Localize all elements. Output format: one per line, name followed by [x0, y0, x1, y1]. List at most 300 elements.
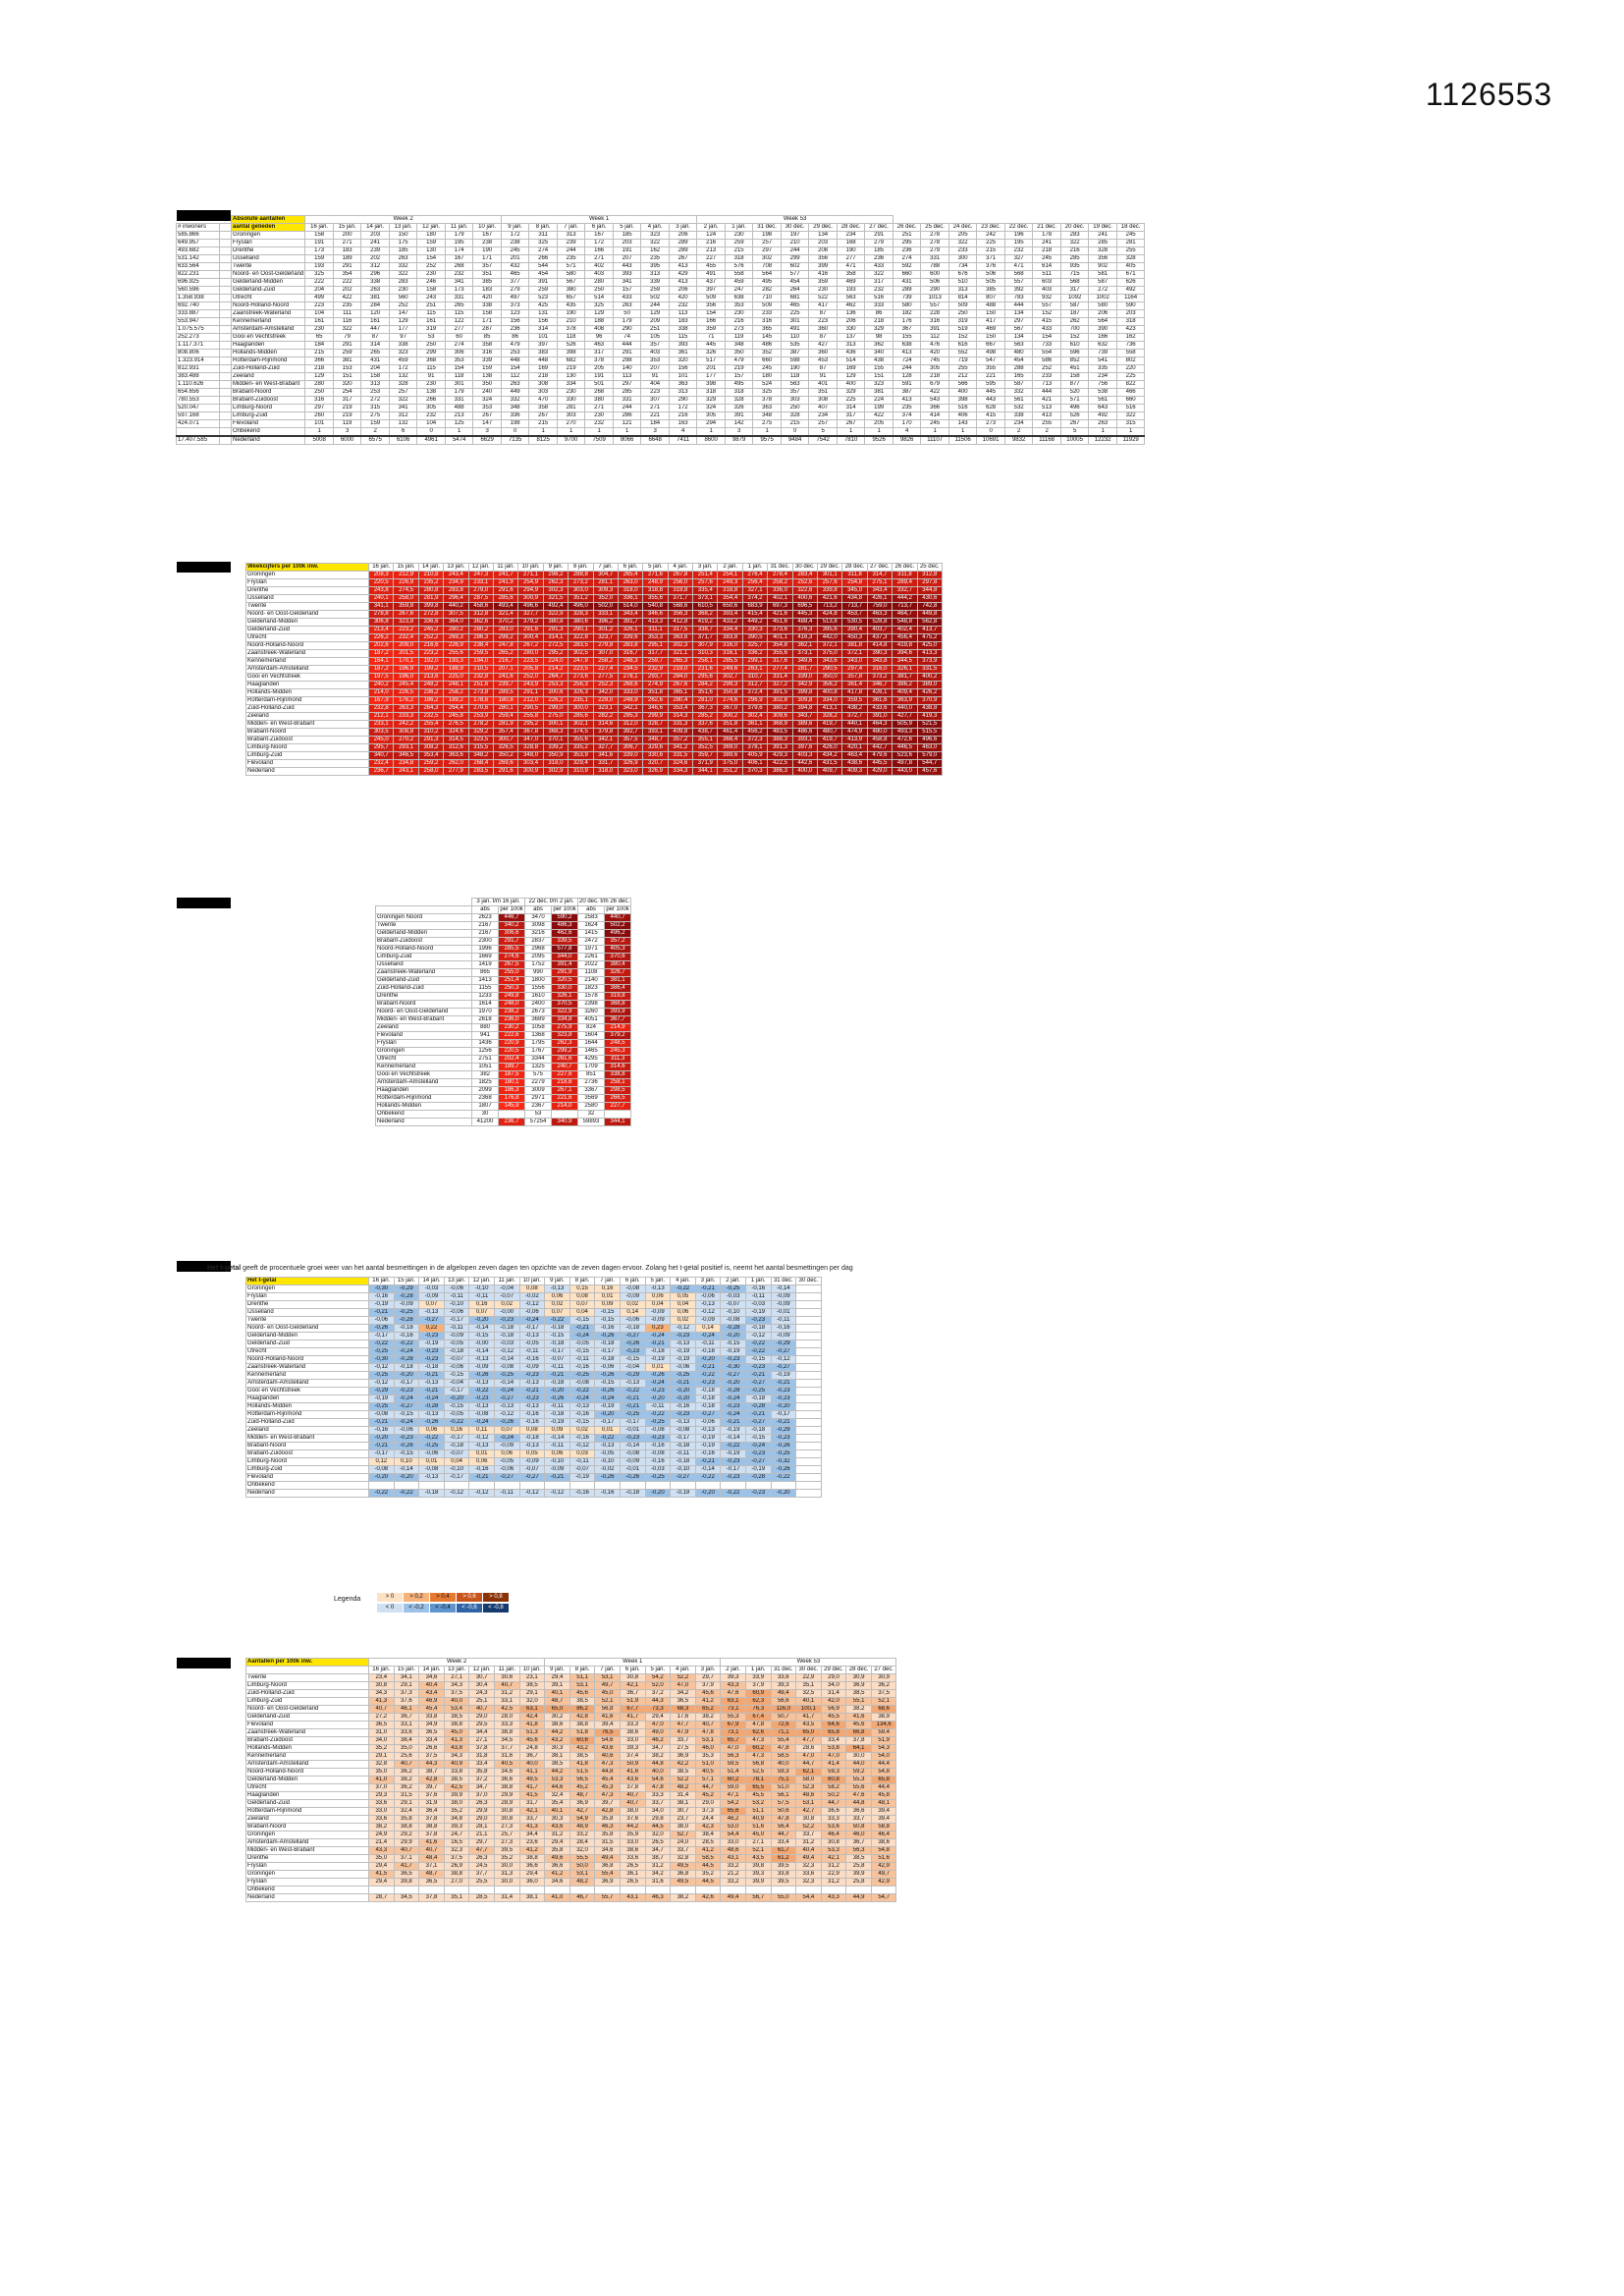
table-row: [246, 1317, 822, 1325]
value-cell: 252: [417, 263, 446, 271]
value-cell: 68,6: [871, 1706, 896, 1714]
value-cell: -0,09: [645, 1309, 671, 1317]
table-row: [376, 1103, 631, 1111]
value-cell: 462: [837, 302, 865, 310]
value-cell: 35,8: [469, 1769, 495, 1777]
value-cell: 567: [1004, 326, 1033, 334]
value-cell: 2398: [578, 1001, 605, 1009]
value-cell: 330,3: [742, 627, 767, 634]
value-cell: 42,9: [871, 1863, 896, 1871]
blank-cell: [220, 373, 232, 381]
value-cell: 42,1: [821, 1855, 846, 1863]
value-cell: 325,7: [742, 642, 767, 650]
value-cell: 172: [389, 365, 417, 373]
value-cell: 263,0: [618, 579, 642, 587]
value-cell: 281,9: [493, 721, 517, 729]
value-cell: 372,4: [742, 689, 767, 697]
value-cell: 236,2: [418, 689, 443, 697]
value-cell: 336,2: [742, 650, 767, 658]
value-cell: 193: [305, 263, 334, 271]
value-cell: -0,19: [569, 1474, 595, 1482]
value-cell: 36,5: [419, 1879, 445, 1886]
date-header: 12 jan.: [417, 224, 446, 232]
value-cell: 413: [669, 279, 697, 287]
value-cell: 111: [333, 310, 361, 318]
value-cell: 342,1: [593, 737, 618, 744]
value-cell: 38,7: [419, 1769, 445, 1777]
table-row: [177, 263, 1145, 271]
value-cell: 56,9: [821, 1706, 846, 1714]
region-name: Onbekend: [232, 428, 305, 437]
value-cell: -0,18: [545, 1340, 570, 1348]
value-cell: 223,2: [394, 627, 418, 634]
value-cell: 221: [641, 412, 670, 420]
value-cell: 568,6: [668, 603, 692, 611]
value-cell: -0,12: [545, 1490, 570, 1498]
value-cell: -0,21: [469, 1474, 495, 1482]
value-cell: 362,1: [792, 642, 817, 650]
value-cell: 87: [809, 310, 838, 318]
value-cell: 2: [1004, 428, 1033, 437]
value-cell: 203: [1116, 310, 1145, 318]
value-cell: 223,5: [568, 666, 593, 674]
value-cell: 33,7: [671, 1847, 696, 1855]
value-cell: 22,9: [796, 1674, 822, 1682]
date-header: 13 jan.: [444, 1278, 469, 1285]
legend-row-positive: [377, 1593, 510, 1602]
value-cell: -0,04: [444, 1380, 469, 1388]
value-cell: 279: [921, 247, 949, 255]
value-cell: 1800: [525, 977, 552, 985]
value-cell: 236,7: [369, 768, 394, 776]
value-cell: 17,6: [671, 1714, 696, 1722]
value-cell: 50,0: [569, 1863, 595, 1871]
value-cell: 1604: [578, 1032, 605, 1040]
value-cell: 363,6: [668, 634, 692, 642]
date-header: 5 jan.: [645, 1667, 671, 1674]
value-cell: [519, 1482, 545, 1490]
value-cell: 73,1: [721, 1706, 746, 1714]
value-cell: 0: [501, 428, 529, 437]
value-cell: 241: [1033, 240, 1061, 247]
value-cell: 403: [585, 271, 614, 279]
value-cell: 41,8: [569, 1761, 595, 1769]
value-cell: 279: [865, 240, 893, 247]
value-cell: 34,2: [645, 1871, 671, 1879]
region-name: Noord- en Oost-Gelderland: [376, 1009, 472, 1016]
value-cell: 203: [361, 232, 390, 240]
value-cell: 505,9: [893, 721, 917, 729]
value-cell: 38,5: [569, 1753, 595, 1761]
value-cell: -0,23: [721, 1356, 746, 1364]
value-cell: 338: [669, 326, 697, 334]
value-cell: -0,11: [671, 1450, 696, 1458]
region-name: Twente: [246, 1674, 369, 1682]
region-name: Brabant-Zuidoost: [232, 397, 305, 405]
value-cell: 87: [361, 334, 390, 342]
value-cell: 306,8: [369, 619, 394, 627]
value-cell: 300,7: [493, 737, 517, 744]
value-cell: 75,1: [771, 1777, 796, 1784]
value-cell: 185: [613, 232, 641, 240]
value-cell: 30,8: [796, 1816, 822, 1824]
value-cell: 0,03: [569, 1450, 595, 1458]
value-cell: 36,5: [394, 1871, 419, 1879]
value-cell: 28,7: [369, 1894, 395, 1902]
legend-swatch: > 0,6: [457, 1593, 482, 1602]
value-cell: 29,8: [645, 1816, 671, 1824]
value-cell: 397: [529, 342, 558, 350]
value-cell: 312,7: [742, 682, 767, 689]
value-cell: 33,1: [494, 1698, 519, 1706]
value-cell: 67,4: [745, 1714, 771, 1722]
value-cell: 713,2: [818, 603, 842, 611]
value-cell: 391: [529, 279, 558, 287]
value-cell: 251: [417, 302, 446, 310]
value-cell: 37,0: [469, 1792, 495, 1800]
value-cell: -0,17: [444, 1317, 469, 1325]
value-cell: 492: [1116, 287, 1145, 295]
value-cell: 303: [781, 397, 809, 405]
value-cell: [771, 1482, 796, 1490]
value-cell: 234: [1089, 373, 1117, 381]
value-cell: 37,9: [745, 1682, 771, 1690]
value-cell: 30,8: [494, 1808, 519, 1816]
value-cell: 479,6: [867, 752, 892, 760]
value-cell: 359,7: [693, 752, 718, 760]
value-cell: 393: [669, 342, 697, 350]
value-cell: 299,2: [552, 1048, 578, 1056]
value-cell: [369, 1886, 395, 1894]
value-cell: 333,0: [618, 689, 642, 697]
value-cell: 696,5: [792, 603, 817, 611]
value-cell: -0,05: [595, 1450, 621, 1458]
table-row: [246, 737, 943, 744]
value-cell: 219: [333, 412, 361, 420]
value-cell: 587: [1089, 279, 1117, 287]
value-cell: 371,7: [693, 634, 718, 642]
value-cell: 0,22: [419, 1325, 445, 1333]
value-cell: 6106: [389, 436, 417, 445]
value-cell: 233: [948, 247, 977, 255]
value-cell: 1752: [525, 961, 552, 969]
value-cell: 44,7: [796, 1761, 822, 1769]
value-cell: 33,1: [394, 1722, 419, 1729]
value-cell: -0,29: [771, 1427, 796, 1435]
value-cell: -0,10: [444, 1301, 469, 1309]
value-cell: -0,18: [444, 1443, 469, 1450]
redaction-bar: [177, 562, 231, 573]
value-cell: 33,6: [771, 1674, 796, 1682]
value-cell: 445: [697, 342, 726, 350]
legend-swatch: < -0,2: [404, 1604, 429, 1613]
value-cell: 162: [1116, 334, 1145, 342]
value-cell: [745, 1482, 771, 1490]
value-cell: -0,17: [721, 1466, 746, 1474]
value-cell: 299,9: [643, 713, 668, 721]
value-cell: 63,1: [721, 1698, 746, 1706]
value-cell: 332,7: [893, 587, 917, 595]
value-cell: 341,2: [668, 744, 692, 752]
value-cell: -0,23: [519, 1395, 545, 1403]
value-cell: 258,2: [593, 658, 618, 666]
value-cell: 167: [585, 232, 614, 240]
date-header: 26 dec.: [893, 224, 921, 232]
value-cell: 334: [557, 381, 585, 389]
value-cell: 44,0: [846, 1761, 872, 1769]
value-cell: 29,5: [469, 1722, 495, 1729]
value-cell: 161: [417, 318, 446, 326]
value-cell: 433: [613, 295, 641, 302]
table-row: [376, 946, 631, 954]
value-cell: -0,27: [494, 1474, 519, 1482]
value-cell: 49,4: [771, 1690, 796, 1698]
value-cell: 41,3: [369, 1698, 395, 1706]
value-cell: -0,20: [394, 1474, 419, 1482]
value-cell: 363,9: [893, 697, 917, 705]
value-cell: 719: [948, 357, 977, 365]
value-cell: 290,1: [568, 627, 593, 634]
value-cell: 60,6: [569, 1737, 595, 1745]
value-cell: 0,05: [519, 1450, 545, 1458]
value-cell: -0,16: [519, 1356, 545, 1364]
value-cell: 63,1: [519, 1706, 545, 1714]
value-cell: 52,5: [745, 1769, 771, 1777]
value-cell: 213: [445, 412, 473, 420]
value-cell: 29,7: [469, 1839, 495, 1847]
value-cell: 402: [585, 263, 614, 271]
table-row: [246, 1427, 822, 1435]
value-cell: 36,5: [671, 1698, 696, 1706]
value-cell: 267,1: [552, 1087, 578, 1095]
value-cell: 53,0: [721, 1824, 746, 1831]
value-cell: 179: [613, 318, 641, 326]
date-header: 30 dec.: [796, 1667, 822, 1674]
date-header: 15 jan.: [394, 1278, 419, 1285]
value-cell: 480: [1004, 350, 1033, 357]
value-cell: 453,7: [842, 611, 867, 619]
value-cell: [796, 1466, 822, 1474]
value-cell: [796, 1474, 822, 1482]
value-cell: 234,5: [618, 666, 642, 674]
value-cell: -0,13: [469, 1443, 495, 1450]
value-cell: 352: [753, 350, 782, 357]
date-header: 13 jan.: [444, 564, 468, 572]
value-cell: 280,8: [418, 587, 443, 595]
value-cell: 30,8: [494, 1816, 519, 1824]
region-name: Flevoland: [376, 1032, 472, 1040]
value-cell: -0,28: [745, 1474, 771, 1482]
value-cell: 341: [445, 279, 473, 287]
value-cell: 0,02: [569, 1427, 595, 1435]
value-cell: 159: [305, 255, 334, 263]
value-cell: 308,8: [394, 729, 418, 737]
value-cell: 91: [417, 373, 446, 381]
value-cell: 563: [1004, 342, 1033, 350]
value-cell: 246: [417, 279, 446, 287]
value-cell: -0,18: [645, 1348, 671, 1356]
value-cell: 0,01: [595, 1293, 621, 1301]
value-cell: 1: [865, 428, 893, 437]
blank-cell: [220, 342, 232, 350]
value-cell: 283,8: [444, 587, 468, 595]
value-cell: 232: [669, 302, 697, 310]
value-cell: -0,13: [519, 1333, 545, 1340]
value-cell: 318: [697, 389, 726, 397]
blank-cell: [220, 436, 232, 445]
value-cell: 53,1: [569, 1871, 595, 1879]
value-cell: -0,26: [469, 1372, 495, 1380]
value-cell: 33,3: [494, 1722, 519, 1729]
value-cell: 112: [921, 334, 949, 342]
date-header: 30 dec.: [792, 564, 817, 572]
value-cell: 1996: [472, 946, 499, 954]
value-cell: 56,6: [771, 1698, 796, 1706]
value-cell: 53,6: [821, 1824, 846, 1831]
value-cell: 7509: [585, 436, 614, 445]
value-cell: 41,6: [595, 1714, 621, 1722]
table-row: [246, 1435, 822, 1443]
date-header: 26 dec.: [893, 564, 917, 572]
value-cell: 322: [1116, 412, 1145, 420]
value-cell: 41,7: [394, 1863, 419, 1871]
value-cell: 4: [893, 428, 921, 437]
value-cell: 516: [1116, 405, 1145, 412]
value-cell: 424,8: [818, 611, 842, 619]
value-cell: 509: [697, 295, 726, 302]
value-cell: -0,21: [771, 1419, 796, 1427]
value-cell: 427,7: [893, 713, 917, 721]
value-cell: 422: [921, 389, 949, 397]
value-cell: 58,5: [695, 1855, 721, 1863]
value-cell: -0,23: [721, 1403, 746, 1411]
value-cell: 496,2: [605, 930, 631, 938]
value-cell: 0,23: [645, 1325, 671, 1333]
value-cell: 118: [557, 334, 585, 342]
value-cell: 203: [809, 240, 838, 247]
value-cell: 322: [641, 240, 670, 247]
value-cell: -0,13: [419, 1411, 445, 1419]
value-cell: 496,6: [518, 603, 543, 611]
value-cell: 415,4: [742, 611, 767, 619]
value-cell: 45,2: [695, 1792, 721, 1800]
value-cell: -0,24: [721, 1411, 746, 1419]
value-cell: 427: [809, 342, 838, 350]
value-cell: 350: [473, 381, 502, 389]
value-cell: 544,7: [917, 760, 942, 768]
value-cell: -0,11: [771, 1317, 796, 1325]
region-name: Brabant-Zuidoost: [246, 1450, 369, 1458]
region-name: Brabant-Noord: [376, 1001, 472, 1009]
value-cell: -0,03: [645, 1466, 671, 1474]
value-cell: [645, 1482, 671, 1490]
value-cell: 316: [473, 350, 502, 357]
value-cell: 387: [781, 350, 809, 357]
value-cell: 290: [669, 397, 697, 405]
value-cell: 437,3: [867, 634, 892, 642]
value-cell: 312,8: [468, 611, 493, 619]
value-cell: 523: [529, 295, 558, 302]
value-cell: 42,6: [695, 1894, 721, 1902]
value-cell: 446,5: [893, 744, 917, 752]
value-cell: -0,15: [545, 1333, 570, 1340]
value-cell: -0,18: [444, 1348, 469, 1356]
value-cell: -0,25: [620, 1411, 645, 1419]
value-cell: 352,0: [593, 595, 618, 603]
value-cell: 59,0: [721, 1784, 746, 1792]
value-cell: 524: [753, 381, 782, 389]
value-cell: 52,3: [796, 1784, 822, 1792]
value-cell: 41,2: [545, 1871, 570, 1879]
value-cell: -0,27: [671, 1474, 696, 1482]
value-cell: 510: [948, 279, 977, 287]
value-cell: [595, 1482, 621, 1490]
value-cell: -0,27: [721, 1372, 746, 1380]
value-cell: -0,23: [645, 1435, 671, 1443]
value-cell: 236,7: [499, 1119, 525, 1126]
value-cell: -0,24: [595, 1395, 621, 1403]
value-cell: 328: [1089, 247, 1117, 255]
value-cell: 0,06: [419, 1427, 445, 1435]
value-cell: -0,15: [721, 1340, 746, 1348]
date-header: 6 jan.: [618, 564, 642, 572]
value-cell: -0,21: [369, 1309, 395, 1317]
value-cell: [796, 1419, 822, 1427]
value-cell: 538: [1089, 389, 1117, 397]
value-cell: -0,28: [394, 1317, 419, 1325]
population-cell: 1.117.371: [177, 342, 220, 350]
value-cell: 34,7: [645, 1745, 671, 1753]
value-cell: 316,0: [867, 666, 892, 674]
value-cell: 31,7: [519, 1800, 545, 1808]
value-cell: 294,9: [518, 587, 543, 595]
table-row: [246, 1761, 896, 1769]
value-cell: 285,6: [493, 595, 517, 603]
value-cell: 39,3: [745, 1871, 771, 1879]
value-cell: 576: [725, 263, 753, 271]
value-cell: 1: [697, 428, 726, 437]
value-cell: 405,9: [742, 752, 767, 760]
value-cell: 429,3: [768, 752, 792, 760]
value-cell: 340,7: [369, 752, 394, 760]
value-cell: 257: [809, 420, 838, 428]
table-row: [246, 1443, 822, 1450]
value-cell: 488,4: [792, 619, 817, 627]
value-cell: 35,9: [620, 1831, 645, 1839]
value-cell: 323: [641, 232, 670, 240]
value-cell: 367,7: [605, 1016, 631, 1024]
value-cell: 391: [921, 326, 949, 334]
value-cell: -0,15: [569, 1419, 595, 1427]
value-cell: 313: [557, 232, 585, 240]
value-cell: 285: [613, 389, 641, 397]
value-cell: 33,2: [569, 1831, 595, 1839]
value-cell: 138: [417, 389, 446, 397]
value-cell: 244: [781, 247, 809, 255]
value-cell: -0,24: [569, 1333, 595, 1340]
date-header: 29 dec.: [818, 564, 842, 572]
value-cell: 376: [977, 263, 1005, 271]
date-header: 24 dec.: [948, 224, 977, 232]
date-header: 19 dec.: [1089, 224, 1117, 232]
value-cell: 56,4: [771, 1824, 796, 1831]
value-cell: 36,8: [595, 1863, 621, 1871]
value-cell: -0,26: [645, 1372, 671, 1380]
value-cell: 197,5: [369, 674, 394, 682]
value-cell: 329: [837, 389, 865, 397]
value-cell: -0,22: [745, 1340, 771, 1348]
value-cell: 350,8: [718, 689, 742, 697]
